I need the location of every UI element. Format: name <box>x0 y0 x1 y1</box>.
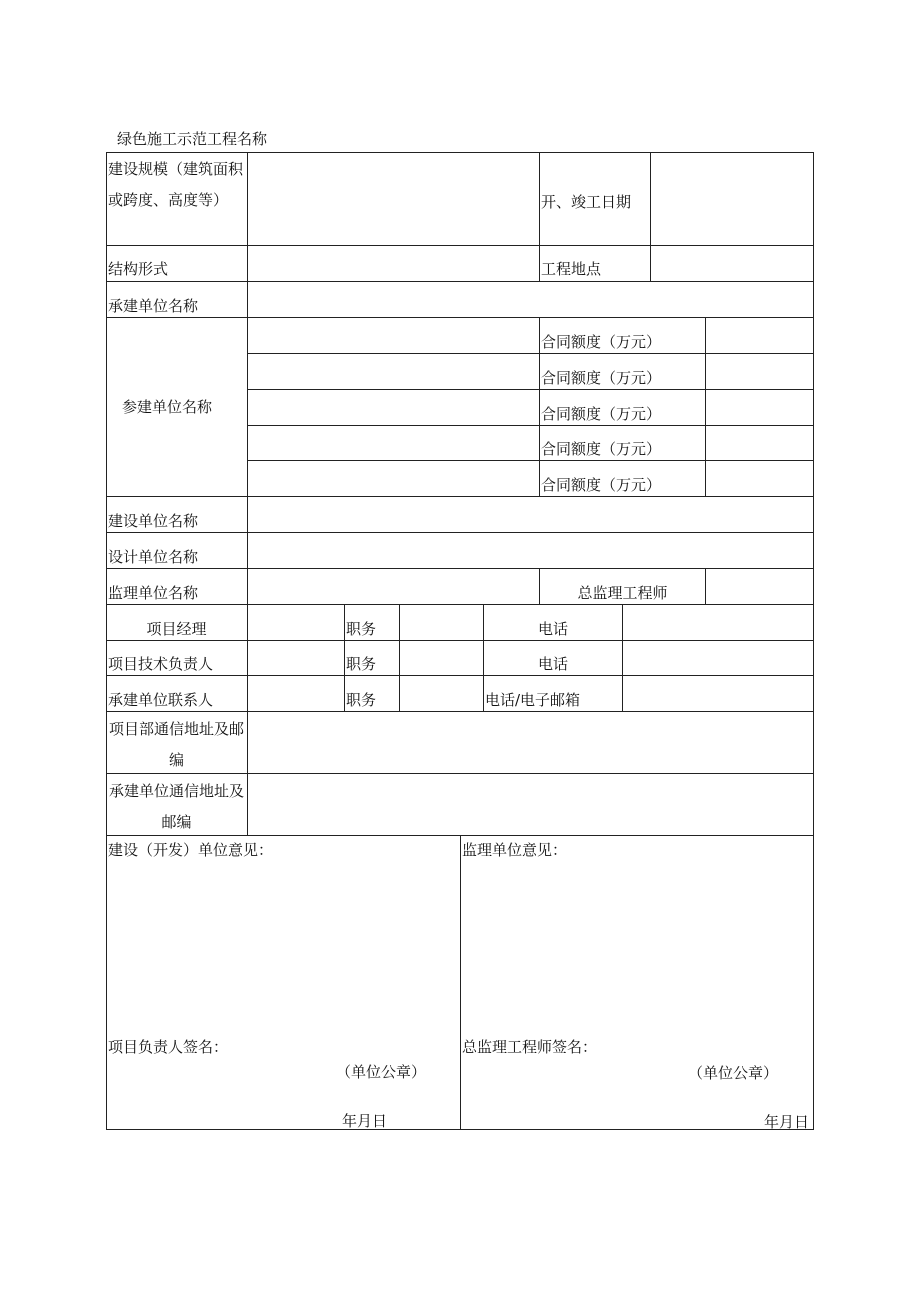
col-line <box>705 568 706 604</box>
border-left <box>106 152 107 1130</box>
application-form-table <box>106 152 814 1130</box>
structure-field[interactable] <box>251 248 535 278</box>
label-scale: 建设规模（建筑面积或跨度、高度等） <box>108 160 244 209</box>
label-contract-amount: 合同额度（万元） <box>541 369 662 387</box>
row-line <box>106 281 814 282</box>
label-contract-amount: 合同额度（万元） <box>541 440 662 458</box>
label-contact: 承建单位联系人 <box>108 691 214 709</box>
label-seal: （单位公章） <box>688 1064 779 1082</box>
label-structure: 结构形式 <box>108 260 169 278</box>
tech-lead-name-field[interactable] <box>251 643 340 673</box>
col-line <box>399 604 400 711</box>
owner-field[interactable] <box>251 499 809 529</box>
label-location: 工程地点 <box>541 260 602 278</box>
row-line <box>106 640 814 641</box>
supervisor-opinion-field[interactable] <box>464 864 809 1024</box>
label-contractor: 承建单位名称 <box>108 297 199 315</box>
label-chief-supervisor: 总监理工程师 <box>577 584 668 602</box>
label-position: 职务 <box>346 620 377 638</box>
label-supervisor-opinion: 监理单位意见： <box>462 841 568 859</box>
label-position: 职务 <box>346 655 377 673</box>
participant-name-field[interactable] <box>251 463 535 493</box>
label-proj-address: 项目部通信地址及邮编 <box>108 720 244 769</box>
participant-name-field[interactable] <box>251 392 535 422</box>
contract-amount-field[interactable] <box>709 320 809 350</box>
contractor-field[interactable] <box>251 284 809 314</box>
col-line <box>247 152 248 835</box>
form-title: 绿色施工示范工程名称 <box>117 130 268 148</box>
label-tech-lead: 项目技术负责人 <box>108 655 214 673</box>
col-line <box>460 835 461 1130</box>
label-designer: 设计单位名称 <box>108 548 199 566</box>
pm-name-field[interactable] <box>251 607 340 637</box>
col-line <box>705 317 706 496</box>
contract-amount-field[interactable] <box>709 356 809 386</box>
row-line <box>106 711 814 712</box>
pm-position-field[interactable] <box>403 607 479 637</box>
label-dates: 开、竣工日期 <box>541 193 632 211</box>
label-seal: （单位公章） <box>336 1063 427 1081</box>
col-line <box>622 604 623 711</box>
designer-field[interactable] <box>251 535 809 565</box>
row-line <box>106 675 814 676</box>
row-line <box>247 389 814 390</box>
row-line <box>106 317 814 318</box>
participant-name-field[interactable] <box>251 320 535 350</box>
label-contract-amount: 合同额度（万元） <box>541 405 662 423</box>
contract-amount-field[interactable] <box>709 463 809 493</box>
label-contractor-address: 承建单位通信地址及邮编 <box>108 782 244 831</box>
tech-lead-position-field[interactable] <box>403 643 479 673</box>
participant-name-field[interactable] <box>251 428 535 458</box>
location-field[interactable] <box>654 248 809 278</box>
label-phone-email: 电话/电子邮箱 <box>485 691 581 709</box>
label-date: 年月日 <box>764 1113 810 1131</box>
label-position: 职务 <box>346 691 377 709</box>
label-chief-signature: 总监理工程师签名： <box>462 1038 598 1056</box>
proj-address-field[interactable] <box>251 714 809 770</box>
label-owner: 建设单位名称 <box>108 512 199 530</box>
row-line <box>247 353 814 354</box>
label-pm-signature: 项目负责人签名： <box>108 1038 229 1056</box>
col-line <box>344 604 345 711</box>
contact-position-field[interactable] <box>403 678 479 708</box>
label-supervisor: 监理单位名称 <box>108 584 199 602</box>
contact-phone-email-field[interactable] <box>626 678 809 708</box>
chief-supervisor-field[interactable] <box>709 571 809 601</box>
row-line <box>106 532 814 533</box>
label-owner-opinion: 建设（开发）单位意见： <box>108 841 274 859</box>
contract-amount-field[interactable] <box>709 392 809 422</box>
label-phone: 电话 <box>537 655 568 673</box>
pm-phone-field[interactable] <box>626 607 809 637</box>
label-date: 年月日 <box>342 1112 388 1130</box>
owner-opinion-field[interactable] <box>110 864 456 1024</box>
label-contract-amount: 合同额度（万元） <box>541 476 662 494</box>
row-line <box>106 604 814 605</box>
contract-amount-field[interactable] <box>709 428 809 458</box>
col-line <box>650 152 651 281</box>
border-top <box>106 152 814 153</box>
participant-name-field[interactable] <box>251 356 535 386</box>
row-line <box>247 460 814 461</box>
contact-name-field[interactable] <box>251 678 340 708</box>
row-line <box>106 245 814 246</box>
label-contract-amount: 合同额度（万元） <box>541 333 662 351</box>
tech-lead-phone-field[interactable] <box>626 643 809 673</box>
border-right <box>813 152 814 1130</box>
supervisor-field[interactable] <box>251 571 535 601</box>
dates-field[interactable] <box>654 156 809 242</box>
label-phone: 电话 <box>537 620 568 638</box>
contractor-address-field[interactable] <box>251 776 809 832</box>
row-line <box>106 496 814 497</box>
label-participants: 参建单位名称 <box>122 398 213 416</box>
col-line <box>539 317 540 496</box>
scale-field[interactable] <box>251 156 535 242</box>
label-pm: 项目经理 <box>146 620 207 638</box>
row-line <box>106 568 814 569</box>
col-line <box>539 152 540 281</box>
row-line <box>247 425 814 426</box>
